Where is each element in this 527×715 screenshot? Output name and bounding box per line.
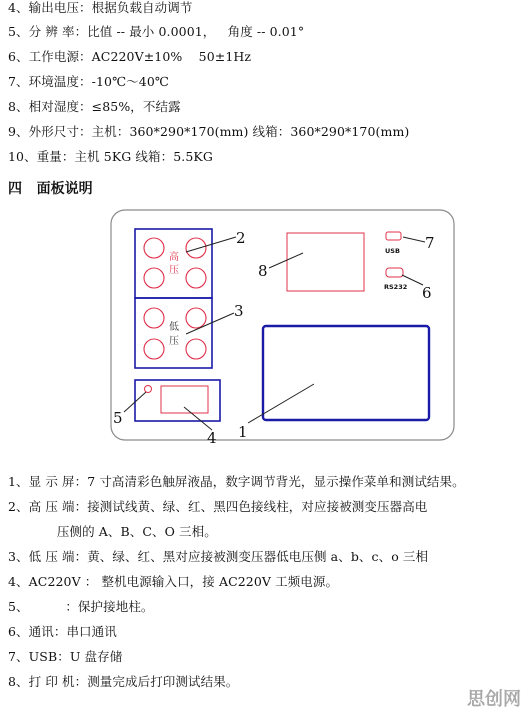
- spec-line-6: 6、工作电源：AC220V±10% 50±1Hz: [8, 49, 252, 64]
- terminal-low-3: [144, 339, 164, 359]
- printer-slot: [287, 233, 364, 291]
- high-label-1: 高: [169, 252, 179, 263]
- spec-line-8: 8、相对湿度：≤85%，不结露: [8, 99, 181, 114]
- low-label-2: 压: [169, 336, 179, 347]
- display-screen: [263, 326, 429, 420]
- terminal-low-2: [186, 308, 206, 328]
- leader-3: [186, 313, 234, 334]
- desc-ground: 5、 ：保护接地柱。: [8, 599, 154, 614]
- desc-high-voltage-cont: 压侧的 A、B、C、O 三相。: [8, 524, 217, 539]
- callout-8: 8: [258, 262, 268, 280]
- terminal-low-1: [144, 308, 164, 328]
- low-label-1: 低: [169, 322, 179, 333]
- desc-printer: 8、打 印 机：测量完成后打印测试结果。: [8, 674, 239, 689]
- terminal-high-1: [144, 238, 164, 258]
- rs232-port: [386, 268, 403, 277]
- high-label-2: 压: [169, 265, 179, 276]
- desc-ac220v: 4、AC220V ： 整机电源输入口，接 AC220V 工频电源。: [8, 574, 339, 589]
- spec-line-7: 7、环境温度：-10℃～40℃: [8, 74, 169, 89]
- terminal-high-3: [144, 268, 164, 288]
- usb-label: USB: [385, 247, 400, 255]
- desc-comm: 6、通讯：串口通讯: [8, 624, 117, 639]
- callout-4: 4: [207, 429, 217, 447]
- power-inlet: [161, 386, 208, 413]
- spec-line-5: 5、分 辨 率：比值 -- 最小 0.0001， 角度 -- 0.01°: [8, 24, 305, 39]
- callout-6: 6: [422, 284, 432, 302]
- spec-line-9: 9、外形尺寸：主机：360*290*170(mm) 线箱：360*290*170(mm): [8, 124, 410, 139]
- desc-display: 1、显 示 屏：7 寸高清彩色触屏液晶，数字调节背光，显示操作菜单和测试结果。: [8, 474, 465, 489]
- leader-1: [248, 384, 314, 423]
- rs232-label: RS232: [384, 283, 408, 291]
- callout-3: 3: [234, 302, 244, 320]
- ground-post: [145, 386, 152, 393]
- terminal-high-2: [186, 238, 206, 258]
- callout-1: 1: [238, 423, 248, 441]
- spec-line-4: 4、输出电压：根据负载自动调节: [8, 0, 193, 15]
- usb-port: [386, 232, 401, 240]
- watermark: 思创网: [467, 689, 521, 710]
- callout-7: 7: [425, 234, 435, 252]
- leader-7: [403, 237, 425, 242]
- terminal-high-4: [186, 268, 206, 288]
- leader-8: [269, 253, 303, 268]
- callout-5: 5: [113, 409, 123, 427]
- terminal-low-4: [186, 339, 206, 359]
- callout-2: 2: [236, 229, 246, 247]
- desc-high-voltage: 2、高 压 端：接测试线黄、绿、红、黑四色接线柱，对应接被测变压器高电: [8, 499, 428, 514]
- section-title: 四 面板说明: [8, 181, 93, 197]
- desc-usb: 7、USB：U 盘存储: [8, 649, 123, 664]
- spec-line-10: 10、重量：主机 5KG 线箱：5.5KG: [8, 149, 213, 164]
- leader-2: [186, 237, 236, 252]
- desc-low-voltage: 3、低 压 端：黄、绿、红、黑对应接被测变压器低电压侧 a、b、c、o 三相: [8, 549, 429, 564]
